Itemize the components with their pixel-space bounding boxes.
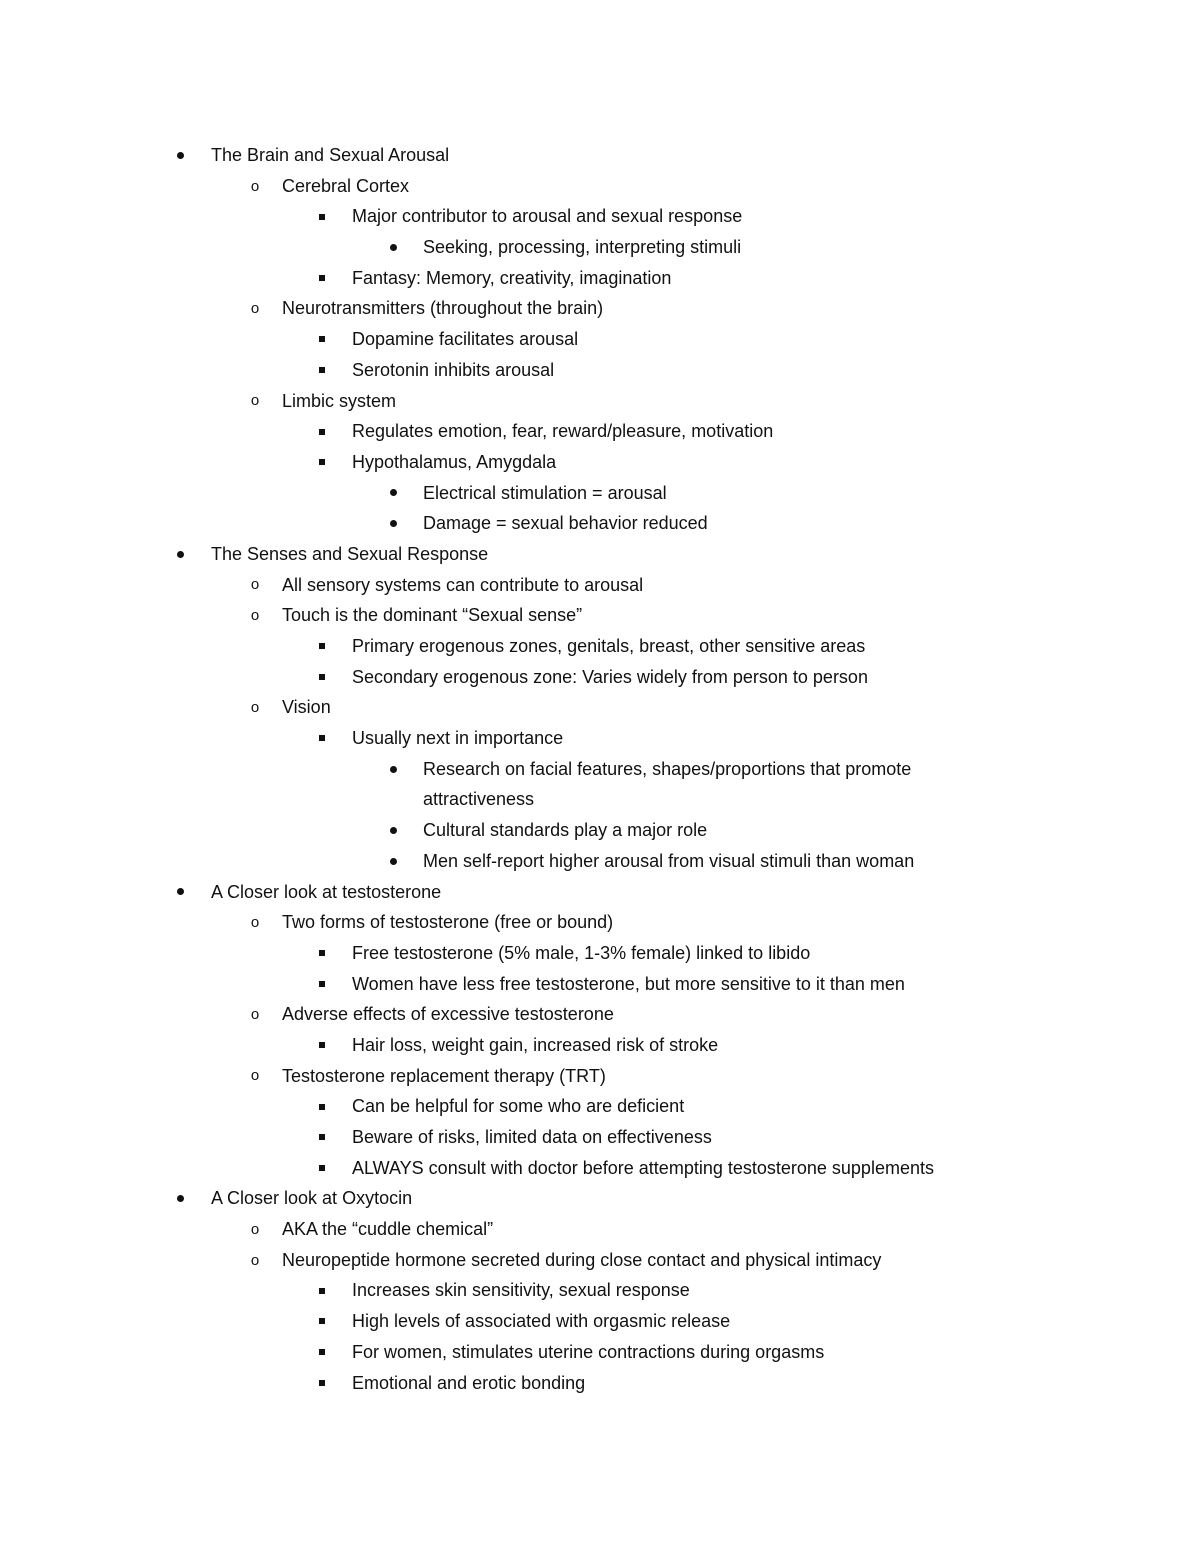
outline-item-text: Fantasy: Memory, creativity, imagination	[352, 267, 672, 288]
filled-circle-bullet-icon	[386, 754, 400, 785]
outline-item-level-3	[0, 416, 1200, 447]
hollow-o-bullet-icon	[248, 692, 262, 723]
outline-item-text: Can be helpful for some who are deficient	[352, 1096, 685, 1117]
outline-item-text: Regulates emotion, fear, reward/pleasure, motivation	[352, 421, 774, 442]
outline-item-text: attractiveness	[423, 789, 535, 810]
hollow-o-bullet-icon	[248, 999, 262, 1030]
hollow-o-bullet-icon	[248, 907, 262, 938]
outline-item-text: Touch is the dominant “Sexual sense”	[282, 605, 583, 626]
square-bullet-icon	[315, 1275, 329, 1306]
outline-item-text: Vision	[282, 697, 331, 718]
outline-item-level-2	[0, 570, 1200, 601]
outline-item-text: Seeking, processing, interpreting stimuli	[423, 237, 742, 258]
outline-item-text: Testosterone replacement therapy (TRT)	[282, 1065, 606, 1086]
square-bullet-icon	[315, 1368, 329, 1399]
outline-item-text: Secondary erogenous zone: Varies widely from person to person	[352, 666, 868, 687]
square-bullet-icon	[315, 1091, 329, 1122]
filled-circle-bullet-icon	[386, 508, 400, 539]
outline-item-text: Limbic system	[282, 390, 397, 411]
square-icon	[319, 735, 325, 741]
square-icon	[319, 1288, 325, 1294]
hollow-o-icon: o	[250, 1006, 260, 1024]
outline-item-level-3	[0, 723, 1200, 754]
outline-item-level-2	[0, 907, 1200, 938]
square-icon	[319, 1104, 325, 1110]
square-icon	[319, 429, 325, 435]
hollow-o-bullet-icon	[248, 1214, 262, 1245]
outline-item-text: Damage = sexual behavior reduced	[423, 513, 708, 534]
square-icon	[319, 275, 325, 281]
square-bullet-icon	[315, 324, 329, 355]
outline-item-text: Beware of risks, limited data on effectiveness	[352, 1127, 712, 1147]
filled-circle-icon	[390, 520, 397, 527]
square-bullet-icon	[315, 201, 329, 232]
outline-item-text: Free testosterone (5% male, 1-3% female) linked to libido	[352, 942, 811, 963]
outline-item-level-2	[0, 1061, 1200, 1092]
outline-item-text: Men self-report higher arousal from visual stimuli than woman	[423, 850, 915, 871]
outline-item-text: A Closer look at testosterone	[211, 881, 442, 902]
square-bullet-icon	[315, 631, 329, 662]
filled-circle-bullet-icon	[173, 1183, 187, 1214]
square-icon	[319, 674, 325, 680]
square-bullet-icon	[315, 1153, 329, 1184]
filled-circle-bullet-icon	[173, 877, 187, 908]
filled-circle-icon	[177, 152, 184, 159]
outline-item-text: A Closer look at Oxytocin	[211, 1188, 413, 1209]
filled-circle-icon	[390, 827, 397, 834]
outline-item-level-1	[0, 140, 1200, 171]
hollow-o-bullet-icon	[248, 1245, 262, 1276]
square-icon	[319, 459, 325, 465]
hollow-o-icon: o	[250, 1220, 260, 1238]
outline-item-level-3	[0, 1368, 1200, 1399]
outline-item-text: Research on facial features, shapes/proportions that promote	[423, 758, 912, 779]
outline-item-text: Adverse effects of excessive testosterone	[282, 1004, 614, 1025]
outline-item-text: ALWAYS consult with doctor before attempting testosterone supplements	[352, 1157, 934, 1178]
outline-item-level-3	[0, 324, 1200, 355]
outline-item-level-3	[0, 263, 1200, 294]
filled-circle-bullet-icon	[386, 846, 400, 877]
outline-item-text: Usually next in importance	[352, 728, 564, 749]
square-bullet-icon	[315, 1337, 329, 1368]
hollow-o-icon: o	[250, 177, 260, 195]
outline-item-text: Dopamine facilitates arousal	[352, 329, 579, 350]
hollow-o-bullet-icon	[248, 570, 262, 601]
square-icon	[319, 1380, 325, 1386]
square-icon	[319, 981, 325, 987]
hollow-o-bullet-icon	[248, 1061, 262, 1092]
square-bullet-icon	[315, 1306, 329, 1337]
outline-item-text: High levels of associated with orgasmic release	[352, 1311, 731, 1332]
square-icon	[319, 214, 325, 220]
hollow-o-icon: o	[250, 300, 260, 318]
outline-item-text: Increases skin sensitivity, sexual response	[352, 1280, 690, 1301]
filled-circle-bullet-icon	[173, 539, 187, 570]
notes-outline	[0, 140, 1200, 1398]
hollow-o-bullet-icon	[248, 171, 262, 202]
outline-item-text: AKA the “cuddle chemical”	[282, 1219, 494, 1240]
outline-item-text: Cerebral Cortex	[282, 175, 410, 196]
hollow-o-bullet-icon	[248, 386, 262, 417]
filled-circle-icon	[177, 888, 184, 895]
outline-item-level-4	[0, 232, 1200, 263]
outline-item-level-1	[0, 1183, 1200, 1214]
outline-item-level-2	[0, 1245, 1200, 1276]
square-bullet-icon	[315, 1030, 329, 1061]
outline-item-text: Serotonin inhibits arousal	[352, 359, 555, 380]
outline-item-level-4	[0, 815, 1200, 846]
outline-item-level-4	[0, 508, 1200, 539]
hollow-o-icon: o	[250, 1251, 260, 1269]
hollow-o-bullet-icon	[248, 600, 262, 631]
filled-circle-icon	[177, 1195, 184, 1202]
outline-item-text: Primary erogenous zones, genitals, breast, other sensitive areas	[352, 636, 866, 656]
outline-item-level-3	[0, 938, 1200, 969]
outline-item-level-3	[0, 1153, 1200, 1184]
filled-circle-bullet-icon	[386, 478, 400, 509]
outline-item-text: The Brain and Sexual Arousal	[211, 145, 450, 165]
square-icon	[319, 1042, 325, 1048]
outline-item-text: Hypothalamus, Amygdala	[352, 451, 557, 472]
outline-item-text: Neuropeptide hormone secreted during close contact and physical intimacy	[282, 1249, 882, 1270]
square-bullet-icon	[315, 662, 329, 693]
filled-circle-icon	[390, 244, 397, 251]
square-icon	[319, 1318, 325, 1324]
square-bullet-icon	[315, 416, 329, 447]
filled-circle-icon	[390, 766, 397, 773]
outline-item-level-2	[0, 171, 1200, 202]
outline-item-level-1	[0, 539, 1200, 570]
outline-item-level-3	[0, 1275, 1200, 1306]
outline-item-level-3	[0, 1030, 1200, 1061]
outline-item-text: Major contributor to arousal and sexual response	[352, 206, 743, 227]
outline-item-text: Women have less free testosterone, but more sensitive to it than men	[352, 973, 905, 994]
square-bullet-icon	[315, 938, 329, 969]
outline-item-level-2	[0, 293, 1200, 324]
outline-item-level-4	[0, 478, 1200, 509]
filled-circle-icon	[177, 551, 184, 558]
filled-circle-bullet-icon	[386, 815, 400, 846]
outline-item-level-2	[0, 1214, 1200, 1245]
outline-item-text: The Senses and Sexual Response	[211, 543, 489, 564]
square-bullet-icon	[315, 263, 329, 294]
outline-item-level-4	[0, 784, 1200, 815]
square-bullet-icon	[315, 969, 329, 1000]
outline-item-level-4	[0, 846, 1200, 877]
outline-item-level-3	[0, 1122, 1200, 1153]
filled-circle-bullet-icon	[173, 140, 187, 171]
square-icon	[319, 1165, 325, 1171]
outline-item-level-2	[0, 600, 1200, 631]
outline-item-level-3	[0, 631, 1200, 662]
square-icon	[319, 1349, 325, 1355]
outline-item-text: For women, stimulates uterine contractions during orgasms	[352, 1341, 825, 1362]
square-icon	[319, 643, 325, 649]
outline-item-text: Cultural standards play a major role	[423, 820, 708, 841]
outline-item-text: Two forms of testosterone (free or bound)	[282, 912, 614, 933]
square-bullet-icon	[315, 1122, 329, 1153]
outline-item-level-4	[0, 754, 1200, 785]
filled-circle-bullet-icon	[386, 232, 400, 263]
outline-item-text: All sensory systems can contribute to arousal	[282, 574, 644, 595]
outline-item-level-3	[0, 201, 1200, 232]
outline-item-level-3	[0, 1306, 1200, 1337]
hollow-o-icon: o	[250, 576, 260, 594]
outline-item-level-2	[0, 386, 1200, 417]
outline-item-level-3	[0, 355, 1200, 386]
hollow-o-icon: o	[250, 392, 260, 410]
outline-item-level-3	[0, 662, 1200, 693]
square-icon	[319, 1134, 325, 1140]
hollow-o-icon: o	[250, 914, 260, 932]
outline-item-text: Electrical stimulation = arousal	[423, 482, 667, 503]
outline-item-level-1	[0, 877, 1200, 908]
square-icon	[319, 367, 325, 373]
square-bullet-icon	[315, 355, 329, 386]
outline-item-level-3	[0, 447, 1200, 478]
outline-item-level-3	[0, 1091, 1200, 1122]
square-bullet-icon	[315, 723, 329, 754]
outline-item-level-2	[0, 692, 1200, 723]
square-icon	[319, 336, 325, 342]
hollow-o-icon: o	[250, 1067, 260, 1085]
filled-circle-icon	[390, 858, 397, 865]
outline-item-level-2	[0, 999, 1200, 1030]
hollow-o-icon: o	[250, 607, 260, 625]
filled-circle-icon	[390, 489, 397, 496]
square-bullet-icon	[315, 447, 329, 478]
outline-item-level-3	[0, 969, 1200, 1000]
square-icon	[319, 950, 325, 956]
outline-item-level-3	[0, 1337, 1200, 1368]
outline-item-text: Emotional and erotic bonding	[352, 1372, 586, 1393]
outline-item-text: Neurotransmitters (throughout the brain)	[282, 298, 604, 319]
hollow-o-icon: o	[250, 699, 260, 717]
outline-item-text: Hair loss, weight gain, increased risk of stroke	[352, 1034, 719, 1055]
hollow-o-bullet-icon	[248, 293, 262, 324]
